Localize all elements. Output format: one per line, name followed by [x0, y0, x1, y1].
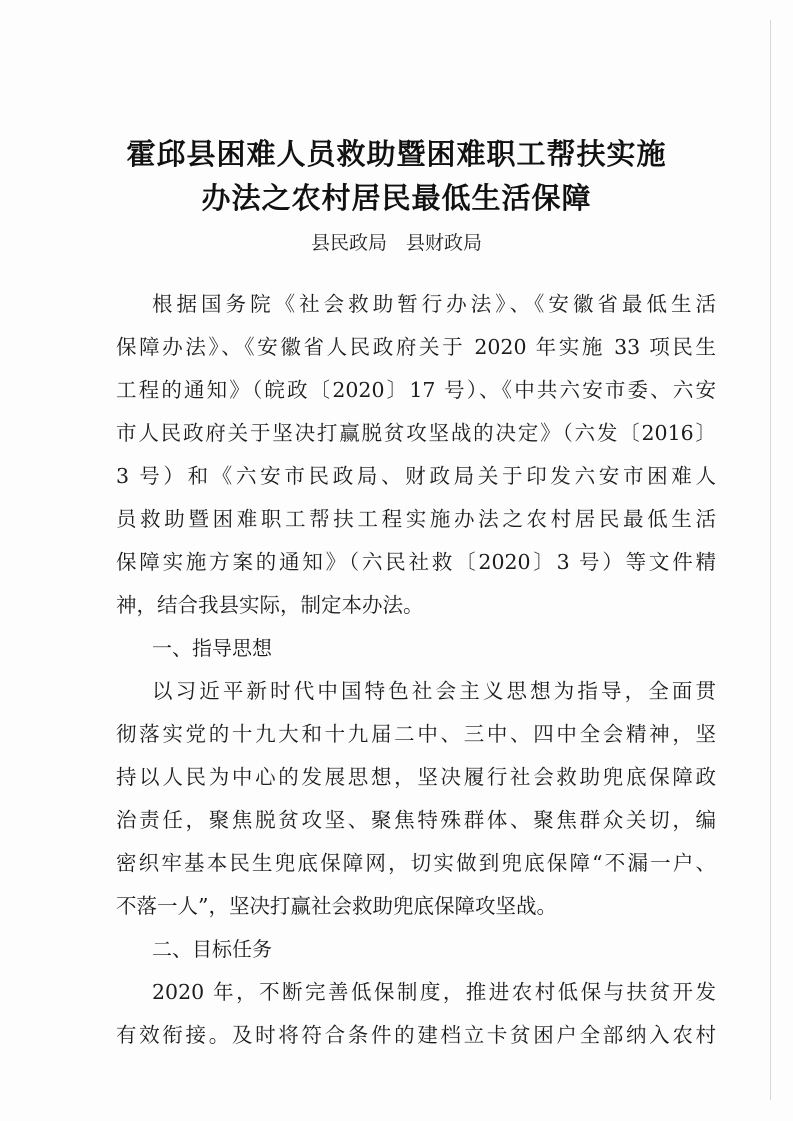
section1-line-6: 不落一人”，坚决打赢社会救助兜底保障攻坚战。	[116, 894, 557, 918]
section2-line-1: 2020 年，不断完善低保制度，推进农村低保与扶贫开发	[152, 980, 716, 1004]
intro-line-3: 工程的通知》（皖政〔2020〕17 号）、《中共六安市委、六安	[116, 378, 716, 402]
intro-line-5: 3 号）和《六安市民政局、财政局关于印发六安市困难人	[116, 464, 716, 488]
section2-line-2: 有效衔接。及时将符合条件的建档立卡贫困户全部纳入农村	[116, 1023, 716, 1047]
document-title-line-2: 办法之农村居民最低生活保障	[201, 181, 592, 215]
section1-line-5: 密织牢基本民生兜底保障网，切实做到兜底保障“不漏一户、	[116, 851, 716, 875]
section1-line-1: 以习近平新时代中国特色社会主义思想为指导，全面贯	[152, 679, 716, 703]
intro-line-4: 市人民政府关于坚决打赢脱贫攻坚战的决定》（六发〔2016〕	[116, 421, 716, 445]
intro-line-6: 员救助暨困难职工帮扶工程实施办法之农村居民最低生活	[116, 507, 716, 531]
section1-line-3: 持以人民为中心的发展思想，坚决履行社会救助兜底保障政	[116, 765, 716, 789]
intro-line-2: 保障办法》、《安徽省人民政府关于 2020 年实施 33 项民生	[116, 335, 716, 359]
section-heading-guiding-ideology: 一、指导思想	[152, 636, 272, 660]
section-heading-goals-tasks: 二、目标任务	[152, 937, 272, 961]
issuing-departments: 县民政局 县财政局	[310, 232, 482, 254]
section1-line-4: 治责任，聚焦脱贫攻坚、聚焦特殊群体、聚焦群众关切，编	[116, 808, 716, 832]
scan-edge-line	[770, 20, 771, 1100]
intro-line-1: 根据国务院《社会救助暂行办法》、《安徽省最低生活	[152, 292, 716, 316]
document-title-line-1: 霍邱县困难人员救助暨困难职工帮扶实施	[126, 137, 667, 171]
intro-line-7: 保障实施方案的通知》（六民社救〔2020〕3 号）等文件精	[116, 550, 716, 574]
intro-line-8: 神，结合我县实际，制定本办法。	[116, 593, 424, 617]
section1-line-2: 彻落实党的十九大和十九届二中、三中、四中全会精神，坚	[116, 722, 716, 746]
